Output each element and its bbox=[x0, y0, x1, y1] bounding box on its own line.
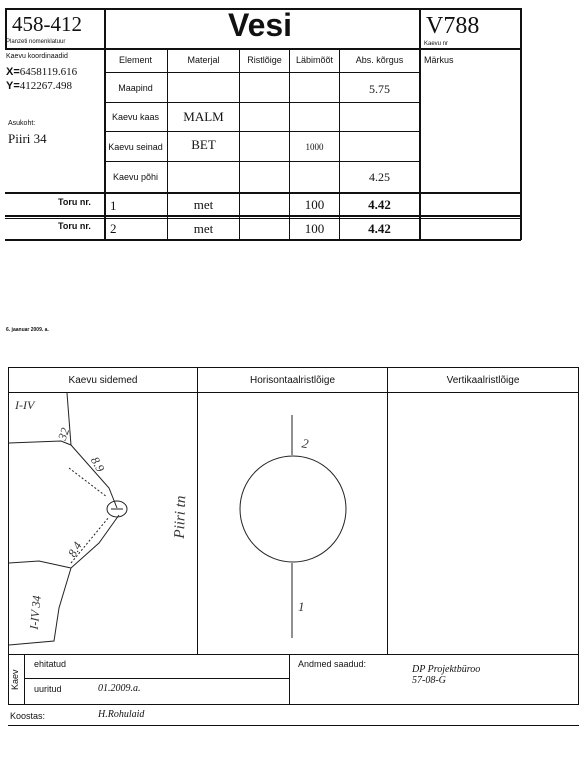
footer-bottom-line bbox=[8, 704, 579, 705]
well-number-label: Kaevu nr bbox=[424, 41, 449, 47]
footer-side-divider bbox=[24, 654, 25, 705]
coord-y-label: Y= bbox=[6, 80, 20, 92]
row-height: 4.25 bbox=[369, 169, 390, 184]
well-circle bbox=[240, 456, 346, 562]
pipe-material: met bbox=[193, 197, 214, 212]
coord-y bbox=[6, 80, 72, 92]
row-diameter: 1000 bbox=[305, 141, 324, 152]
section-ties-title: Kaevu sidemed bbox=[68, 374, 138, 386]
grid-h6 bbox=[5, 215, 521, 217]
compiled-label: Koostas: bbox=[10, 711, 46, 721]
sketch-label-89: 8.9 bbox=[87, 454, 108, 475]
nomenclature: 458-412 bbox=[12, 12, 82, 36]
surveyed-label: uuritud bbox=[34, 684, 62, 694]
data-source-code: 57-08-G bbox=[412, 675, 446, 686]
boundary-line-lower bbox=[9, 515, 119, 645]
surveyed-value: 01.2009.a. bbox=[98, 683, 141, 694]
row-element: Kaevu seinad bbox=[108, 141, 163, 152]
pipe-label: Toru nr. bbox=[58, 197, 91, 207]
frame-divider-2 bbox=[419, 8, 421, 240]
print-date: 6. jaanuar 2009. a. bbox=[6, 327, 49, 333]
grid-h5 bbox=[5, 192, 521, 194]
coord-x-label: X= bbox=[6, 66, 20, 78]
pipe-height: 4.42 bbox=[368, 221, 391, 236]
pipe-height: 4.42 bbox=[368, 197, 391, 212]
row-element: Maapind bbox=[118, 82, 153, 93]
sheet-top bbox=[8, 367, 579, 368]
boundary-branch-lower bbox=[9, 561, 71, 568]
pipe-diameter: 100 bbox=[304, 197, 325, 212]
page-title: Vesi bbox=[228, 7, 293, 43]
grid-h6b bbox=[5, 218, 521, 219]
row-material: MALM bbox=[183, 109, 224, 124]
row-material: BET bbox=[191, 137, 216, 152]
frame-right bbox=[520, 8, 522, 240]
boundary-branch-upper bbox=[9, 441, 71, 445]
built-label: ehitatud bbox=[34, 659, 67, 669]
boundary-line-upper bbox=[67, 393, 117, 508]
coord-x bbox=[6, 66, 77, 78]
sketch-label-84: 8.4 bbox=[64, 539, 85, 560]
sketch-label-32: 32 bbox=[55, 425, 73, 442]
col-header-diameter: Läbimõõt bbox=[295, 55, 334, 65]
footer-side-label-text: Kaev bbox=[10, 669, 20, 690]
col-header-crosssection: Ristlõige bbox=[247, 55, 282, 65]
col-header-material: Materjal bbox=[187, 55, 220, 65]
pipe-nr: 2 bbox=[110, 221, 117, 236]
grid-v2 bbox=[239, 48, 240, 240]
pipe-nr: 1 bbox=[110, 198, 117, 213]
location-value: Piiri 34 bbox=[8, 131, 47, 146]
sheet-footer-line bbox=[8, 654, 579, 655]
row-height: 5.75 bbox=[369, 82, 390, 96]
coords-label: Kaevu koordinaadid bbox=[6, 53, 68, 60]
pipe-label: Toru nr. bbox=[58, 221, 91, 231]
coord-y-value: 412267.498 bbox=[19, 80, 73, 92]
pipe-material: met bbox=[193, 221, 214, 236]
sheet-col-divider-2 bbox=[387, 367, 388, 655]
horizontal-cross-section bbox=[198, 393, 387, 654]
section-horizontal-title: Horisontaalristlõige bbox=[249, 374, 336, 386]
row-element: Kaevu põhi bbox=[112, 172, 159, 182]
nomenclature-label: Planzeti nomenklatuur bbox=[6, 39, 66, 45]
pipe-diameter: 100 bbox=[304, 221, 325, 236]
data-source-label: Andmed saadud: bbox=[298, 659, 367, 669]
grid-h7 bbox=[5, 239, 521, 241]
pipe-1-label: 1 bbox=[298, 599, 305, 614]
col-header-remarks: Märkus bbox=[424, 55, 454, 65]
footer-mid-divider bbox=[289, 654, 290, 705]
tie-line-1 bbox=[69, 468, 107, 497]
compiled-underline bbox=[8, 725, 579, 726]
compiled-value: H.Rohulaid bbox=[98, 709, 145, 720]
coord-x-value: 6458119.616 bbox=[19, 66, 78, 78]
data-source-value: DP Projektbüroo bbox=[412, 664, 481, 675]
col-header-element: Element bbox=[118, 55, 153, 65]
well-number: V788 bbox=[426, 13, 480, 39]
row-element: Kaevu kaas bbox=[111, 112, 160, 122]
sketch-label-bottom-left: I-IV 34 bbox=[26, 594, 44, 631]
pipe-2-label: 2 bbox=[300, 435, 310, 452]
footer-row-divider bbox=[24, 678, 289, 679]
location-label: Asukoht: bbox=[8, 120, 36, 127]
section-vertical-title: Vertikaalristlõige bbox=[446, 374, 520, 386]
sketch-street-label: Piiri tn bbox=[171, 495, 190, 539]
col-header-height: Abs. kõrgus bbox=[355, 55, 404, 65]
sketch-label-top-left: I-IV bbox=[15, 398, 35, 412]
well-ties-sketch bbox=[9, 393, 197, 654]
